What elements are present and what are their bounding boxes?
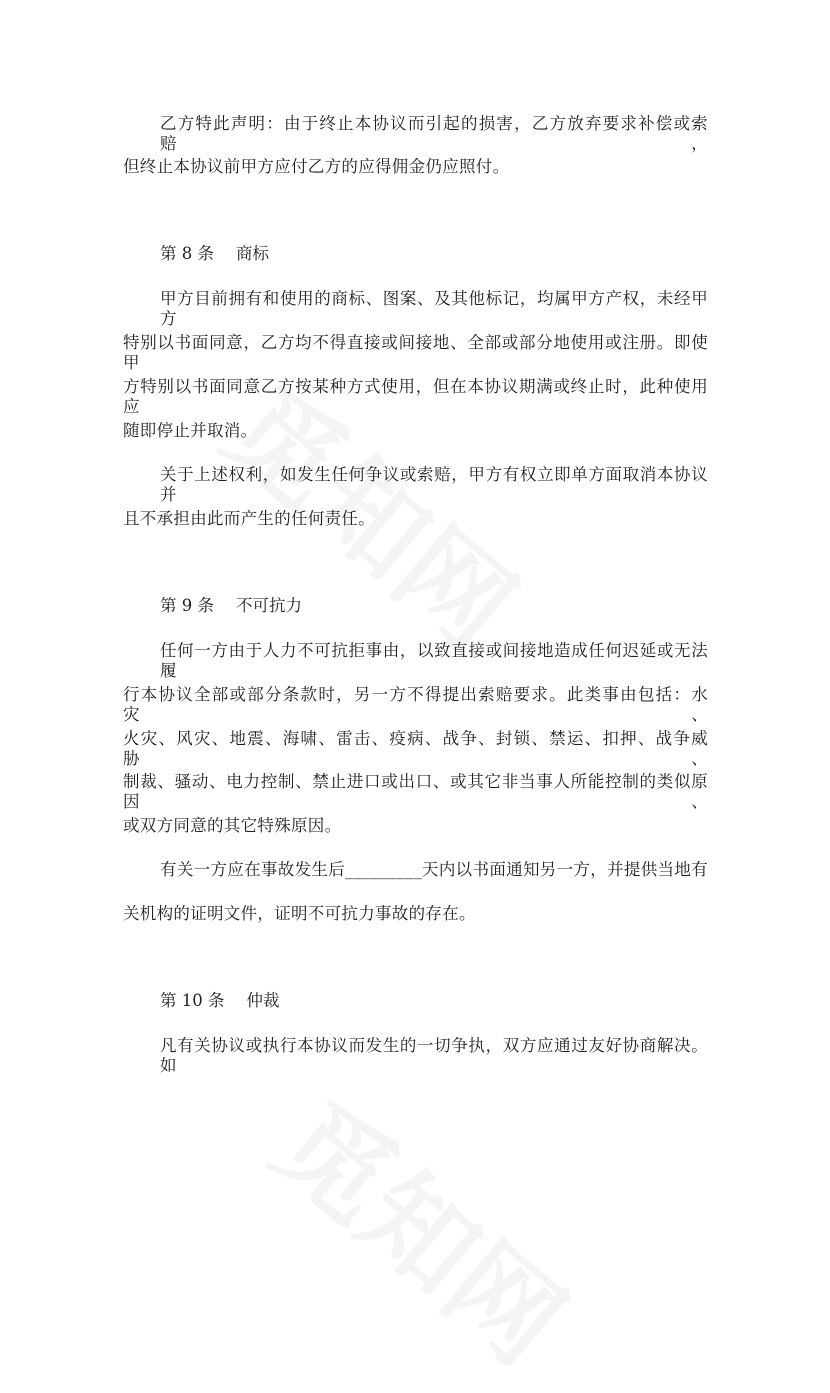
article-title: 不可抗力 [236,596,302,615]
paragraph-line: 凡有关协议或执行本协议而发生的一切争执，双方应通过友好协商解决。如 [160,1036,708,1075]
paragraph-line: 关机构的证明文件，证明不可抗力事故的存在。 [123,904,476,923]
article-number: 第 8 条 [160,244,214,263]
paragraph-line: 且不承担由此而产生的任何责任。 [123,509,375,528]
article-9-heading [160,596,302,616]
article-number: 第 9 条 [160,596,214,615]
article-number: 第 10 条 [160,991,225,1010]
paragraph-line: 有关一方应在事故发生后_________天内以书面通知另一方，并提供当地有 [160,860,708,879]
paragraph-line: 火灾、风灾、地震、海啸、雷击、疫病、战争、封锁、禁运、扣押、战争威胁、 [123,729,708,768]
paragraph-line: 乙方特此声明：由于终止本协议而引起的损害，乙方放弃要求补偿或索赔， [160,114,708,153]
paragraph-line: 或双方同意的其它特殊原因。 [123,816,342,835]
paragraph-line: 行本协议全部或部分条款时，另一方不得提出索赔要求。此类事由包括：水灾、 [123,685,708,724]
article-10-heading [160,991,280,1011]
watermark [248,1060,602,1393]
article-title: 仲裁 [246,991,280,1010]
paragraph-line: 制裁、骚动、电力控制、禁止进口或出口、或其它非当事人所能控制的类似原因、 [123,772,708,811]
paragraph-line: 但终止本协议前甲方应付乙方的应得佣金仍应照付。 [123,157,510,176]
paragraph-line: 特别以书面同意，乙方均不得直接或间接地、全部或部分地使用或注册。即使甲 [123,333,708,372]
paragraph-line: 随即停止并取消。 [123,421,258,440]
article-title: 商标 [236,244,269,263]
paragraph-line: 任何一方由于人力不可抗拒事由，以致直接或间接地造成任何迟延或无法履 [160,641,708,680]
paragraph-line: 方特别以书面同意乙方按某种方式使用，但在本协议期满或终止时，此种使用应 [123,377,708,416]
paragraph-line: 甲方目前拥有和使用的商标、图案、及其他标记，均属甲方产权，未经甲方 [160,289,708,328]
article-8-heading [160,244,269,264]
paragraph-line: 关于上述权利，如发生任何争议或索赔，甲方有权立即单方面取消本协议并 [160,465,708,504]
